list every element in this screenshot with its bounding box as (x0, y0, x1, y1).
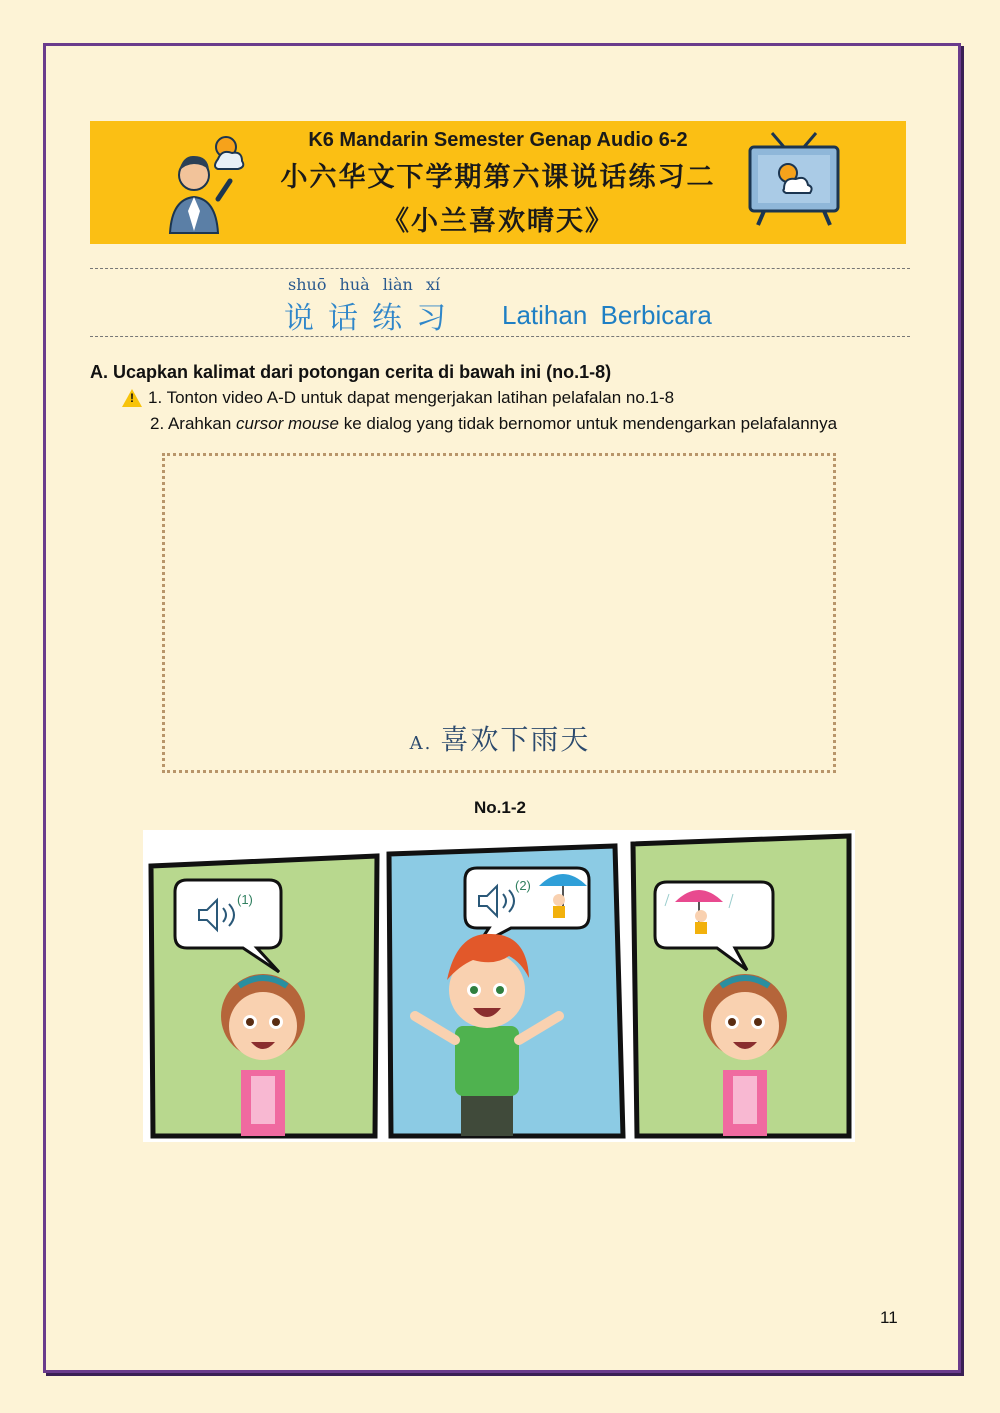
instruction-2-post: ke dialog yang tidak bernomor untuk mendengarkan pelafalannya (339, 414, 838, 433)
comic-panel-2 (389, 846, 623, 1136)
page-number: 11 (880, 1308, 898, 1327)
title-banner (90, 121, 906, 244)
video-label (0, 718, 1000, 758)
video-label-prefix: A. (409, 733, 433, 754)
banner-subtitle-chinese: 《小兰喜欢晴天》 (382, 206, 614, 237)
instruction-2-pre: Arahkan (164, 414, 237, 433)
instruction-1 (122, 388, 674, 408)
section-a-title: A. Ucapkan kalimat dari potongan cerita di bawah ini (no.1-8) (90, 362, 612, 382)
instruction-2-emphasis: cursor mouse (236, 414, 339, 433)
heading-pinyin: shuō huà liàn xí (288, 275, 441, 294)
divider-bottom (90, 336, 910, 337)
bubble-number-1: (1) (237, 892, 253, 907)
bubble-number-2: (2) (515, 878, 531, 893)
banner-title-chinese: 小六华文下学期第六课说话练习二 (280, 162, 716, 193)
instruction-2-number: 2. (150, 414, 165, 433)
heading-indonesian: Latihan Berbicara (502, 300, 712, 330)
video-label-text: 喜欢下雨天 (440, 723, 591, 756)
comic-strip (143, 830, 855, 1142)
tv-weather-icon (744, 129, 844, 229)
comic-caption: No.1-2 (474, 798, 526, 817)
warning-icon: ! (122, 389, 142, 407)
instruction-2 (150, 414, 837, 434)
instruction-1-text: 1. Tonton video A-D untuk dapat mengerjakan latihan pelafalan no.1-8 (148, 388, 675, 407)
comic-panel-1 (151, 856, 377, 1136)
comic-panel-3 (633, 836, 849, 1136)
banner-title-english: K6 Mandarin Semester Genap Audio 6-2 (308, 129, 688, 151)
heading-chinese: 说话练习 (284, 301, 460, 336)
divider-top (90, 268, 910, 269)
